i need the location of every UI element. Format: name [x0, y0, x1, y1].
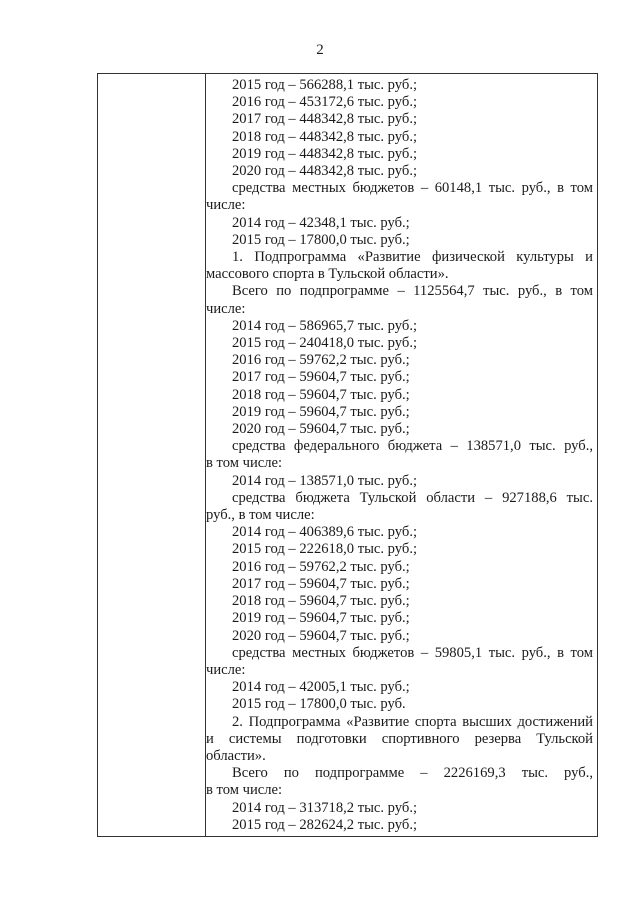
text-line: числе: — [206, 300, 246, 317]
text-line: 2016 год – 59762,2 тыс. руб.; — [232, 352, 410, 369]
text-line: массового спорта в Тульской области». — [206, 266, 449, 283]
text-line: 2015 год – 17800,0 тыс. руб. — [232, 696, 406, 713]
text-line: 2018 год – 59604,7 тыс. руб.; — [232, 386, 410, 403]
text-line: 2014 год – 406389,6 тыс. руб.; — [232, 524, 418, 541]
text-line: 2015 год – 222618,0 тыс. руб.; — [232, 541, 418, 558]
text-line: 2019 год – 448342,8 тыс. руб.; — [232, 145, 418, 162]
text-line: числе: — [206, 197, 246, 214]
text-line: 2017 год – 59604,7 тыс. руб.; — [232, 369, 410, 386]
document-table — [97, 73, 598, 837]
text-line: Всего по подпрограмме – 1125564,7 тыс. руб., в том — [232, 283, 593, 300]
text-line: средства бюджета Тульской области – 927188,6 тыс. — [232, 489, 593, 506]
text-line: 2020 год – 59604,7 тыс. руб.; — [232, 627, 410, 644]
text-line: в том числе: — [206, 455, 283, 472]
text-line: области». — [206, 747, 266, 764]
text-line: 2014 год – 42348,1 тыс. руб.; — [232, 214, 410, 231]
text-line: 2018 год – 448342,8 тыс. руб.; — [232, 128, 418, 145]
text-line: 2018 год – 59604,7 тыс. руб.; — [232, 593, 410, 610]
text-line: 2015 год – 240418,0 тыс. руб.; — [232, 335, 418, 352]
text-line: 2017 год – 448342,8 тыс. руб.; — [232, 111, 418, 128]
page-number: 2 — [316, 42, 324, 58]
text-line: средства местных бюджетов – 59805,1 тыс. руб., в том — [232, 644, 593, 661]
table-left-column — [98, 74, 206, 836]
text-line: руб., в том числе: — [206, 507, 315, 524]
text-line: 2014 год – 42005,1 тыс. руб.; — [232, 679, 410, 696]
text-line: 2014 год – 586965,7 тыс. руб.; — [232, 317, 418, 334]
text-line: числе: — [206, 661, 246, 678]
text-line: 2017 год – 59604,7 тыс. руб.; — [232, 575, 410, 592]
text-line: 2020 год – 448342,8 тыс. руб.; — [232, 163, 418, 180]
text-line: 2019 год – 59604,7 тыс. руб.; — [232, 610, 410, 627]
table-right-column — [206, 77, 593, 834]
text-line: 2015 год – 17800,0 тыс. руб.; — [232, 231, 410, 248]
text-line: Всего по подпрограмме – 2226169,3 тыс. руб., — [232, 765, 593, 782]
text-line: средства местных бюджетов – 60148,1 тыс. руб., в том — [232, 180, 593, 197]
text-line: средства федерального бюджета – 138571,0 тыс. руб., — [232, 438, 593, 455]
text-line: 2015 год – 566288,1 тыс. руб.; — [232, 77, 418, 93]
text-line: 2016 год – 59762,2 тыс. руб.; — [232, 558, 410, 575]
text-line: 2014 год – 138571,0 тыс. руб.; — [232, 472, 418, 489]
text-line: и системы подготовки спортивного резерва Тульской — [206, 730, 593, 747]
text-line: в том числе: — [206, 782, 283, 799]
text-line: 2020 год – 59604,7 тыс. руб.; — [232, 421, 410, 438]
text-line: 2019 год – 59604,7 тыс. руб.; — [232, 403, 410, 420]
text-line: 1. Подпрограмма «Развитие физической культуры и — [232, 249, 593, 266]
text-line: 2015 год – 282624,2 тыс. руб.; — [232, 816, 418, 833]
text-line: 2016 год – 453172,6 тыс. руб.; — [232, 94, 418, 111]
text-line: 2014 год – 313718,2 тыс. руб.; — [232, 799, 418, 816]
text-line: 2. Подпрограмма «Развитие спорта высших достижений — [232, 713, 593, 730]
